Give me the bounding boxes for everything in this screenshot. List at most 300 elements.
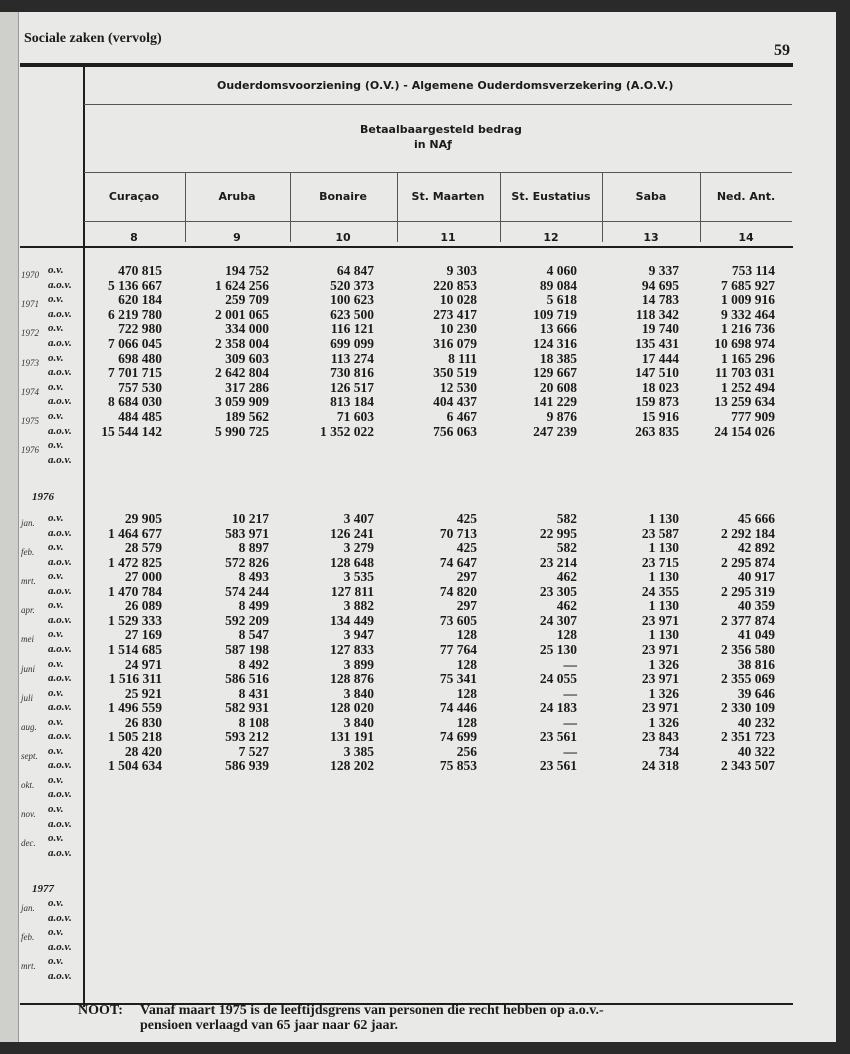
column-number: 12	[543, 231, 559, 244]
type-label-aov: a.o.v.	[48, 911, 72, 924]
table-cell: —	[563, 714, 577, 730]
column-header: Saba	[635, 190, 667, 203]
type-label-ov: o.v.	[48, 439, 64, 452]
type-label-ov: o.v.	[48, 628, 64, 641]
table-cell: 159 873	[635, 394, 679, 410]
table-cell: 141 229	[533, 394, 577, 410]
table-cell: 13 259 634	[714, 394, 775, 410]
period-label: apr.	[21, 605, 35, 616]
period-label: juni	[21, 663, 36, 674]
table-cell: 74 820	[439, 583, 477, 599]
table-cell: 520 373	[330, 277, 374, 293]
table-cell: 14 783	[641, 292, 679, 308]
column-divider	[290, 172, 291, 242]
type-label-ov: o.v.	[48, 686, 64, 699]
period-label: 1973	[21, 357, 39, 368]
period-label: 1970	[21, 270, 39, 280]
table-cell: 3 840	[343, 685, 374, 701]
table-cell: 4 060	[546, 263, 577, 278]
table-cell: 1 472 825	[108, 554, 162, 570]
table-cell: 22 995	[539, 525, 577, 541]
table-cell: 730 816	[330, 365, 374, 381]
table-cell: 3 899	[343, 656, 374, 672]
table-cell: 40 232	[737, 714, 775, 730]
type-label-ov: o.v.	[48, 410, 64, 422]
table-cell: 129 667	[533, 365, 577, 381]
table-cell: 8 684 030	[108, 394, 162, 410]
table-cell: 75 853	[439, 758, 477, 774]
table-cell: 273 417	[433, 306, 477, 322]
period-label: nov.	[21, 809, 36, 819]
table-cell: 27 000	[124, 569, 162, 585]
table-cell: 128	[456, 656, 477, 672]
type-label-aov: a.o.v.	[48, 453, 72, 466]
table-cell: 147 510	[635, 365, 679, 381]
type-label-aov: a.o.v.	[48, 642, 72, 655]
table-cell: 20 608	[539, 379, 577, 395]
type-label-ov: o.v.	[48, 657, 64, 670]
table-cell: 27 169	[124, 627, 162, 643]
table-cell: 73 605	[439, 612, 477, 628]
table-cell: 582	[556, 511, 577, 526]
table-cell: 94 695	[641, 277, 679, 293]
table-cell: 128 020	[330, 700, 374, 716]
table-cell: 70 713	[439, 525, 477, 541]
table-cell: 259 709	[225, 292, 269, 308]
period-label: aug.	[21, 721, 37, 732]
table-subtitle-line2: in NAƒ	[414, 138, 452, 151]
table-cell: 126 517	[330, 379, 374, 395]
table-cell: 8 111	[448, 350, 477, 366]
table-cell: 5 136 667	[108, 277, 162, 293]
table-cell: 309 603	[225, 350, 269, 366]
table-cell: 5 990 725	[215, 423, 269, 439]
table-cell: 10 230	[439, 321, 477, 337]
table-cell: 1 496 559	[108, 700, 162, 716]
table-cell: 10 217	[231, 511, 269, 526]
type-label-ov: o.v.	[48, 322, 64, 335]
type-label-aov: a.o.v.	[48, 613, 72, 626]
table-cell: 41 049	[737, 627, 775, 643]
table-cell: 3 947	[343, 627, 374, 643]
table-cell: 23 214	[539, 554, 577, 570]
table-cell: 74 446	[439, 700, 477, 716]
table-cell: 462	[556, 569, 577, 585]
table-cell: 19 740	[641, 321, 679, 337]
table-cell: 1 529 333	[108, 612, 162, 628]
period-label: jan.	[21, 903, 35, 913]
table-cell: 2 358 004	[215, 336, 269, 351]
table-cell: 24 971	[124, 656, 162, 672]
table-cell: 572 826	[225, 554, 269, 570]
table-cell: 40 917	[737, 569, 775, 585]
table-cell: 1 352 022	[320, 423, 374, 439]
table-cell: 7 527	[238, 743, 269, 759]
table-cell: 128	[456, 685, 477, 701]
type-label-ov: o.v.	[48, 744, 64, 757]
table-cell: 753 114	[731, 263, 775, 278]
table-cell: 134 449	[330, 612, 374, 628]
type-label-ov: o.v.	[48, 773, 64, 786]
table-cell: 1 514 685	[108, 641, 162, 657]
type-label-aov: a.o.v.	[48, 730, 72, 743]
table-cell: 2 355 069	[721, 671, 775, 687]
table-cell: 220 853	[433, 277, 477, 293]
table-cell: 593 212	[225, 729, 269, 745]
table-cell: 74 699	[439, 729, 477, 745]
table-cell: 2 292 184	[721, 525, 775, 541]
table-cell: 23 561	[539, 758, 577, 774]
table-cell: 3 840	[343, 714, 374, 730]
top-rule	[20, 63, 793, 67]
note-line-2: pensioen verlaagd van 65 jaar naar 62 jaar.	[140, 1018, 398, 1033]
table-cell: 1 624 256	[215, 277, 269, 293]
table-title: Ouderdomsvoorziening (O.V.) - Algemene Ouderdomsverzekering (A.O.V.)	[217, 79, 674, 92]
table-cell: 17 444	[641, 350, 679, 366]
type-label-aov: a.o.v.	[48, 424, 72, 437]
table-cell: 1 516 311	[108, 671, 162, 687]
table-cell: 28 579	[124, 540, 162, 556]
type-label-ov: o.v.	[48, 955, 64, 968]
column-number: 11	[440, 231, 456, 244]
table-cell: 24 183	[539, 700, 577, 716]
table-cell: 592 209	[225, 612, 269, 628]
table-cell: 350 519	[433, 365, 477, 381]
table-cell: 9 876	[546, 409, 577, 424]
table-cell: 100 623	[330, 292, 374, 308]
table-cell: 1 470 784	[108, 583, 162, 599]
table-cell: 462	[556, 598, 577, 614]
column-number: 9	[233, 231, 241, 244]
table-cell: 620 184	[118, 292, 162, 308]
table-cell: 24 355	[641, 583, 679, 599]
table-cell: 26 089	[124, 598, 162, 614]
table-cell: 1 130	[648, 540, 679, 556]
table-cell: 2 343 507	[721, 758, 775, 774]
table-cell: 128 876	[330, 671, 374, 687]
column-header: Bonaire	[319, 190, 367, 203]
table-cell: 1 504 634	[108, 758, 162, 774]
period-label: dec.	[21, 838, 36, 849]
table-cell: 23 715	[641, 554, 679, 570]
table-cell: 3 385	[343, 743, 374, 759]
table-cell: 26 830	[124, 714, 162, 730]
column-header: Curaçao	[108, 190, 160, 203]
table-cell: 28 420	[124, 743, 162, 759]
table-cell: 3 882	[343, 598, 374, 614]
period-label: feb.	[21, 932, 35, 943]
table-cell: 194 752	[225, 263, 269, 278]
page-number: 59	[774, 42, 790, 59]
column-header: St. Eustatius	[511, 190, 591, 203]
period-label: 1971	[21, 299, 39, 310]
type-label-ov: o.v.	[48, 351, 64, 364]
period-label: 1975	[21, 416, 39, 426]
column-header: Aruba	[218, 190, 256, 203]
column-number: 8	[130, 231, 138, 244]
table-cell: 45 666	[737, 511, 775, 526]
table-cell: —	[563, 685, 577, 701]
page-binding-edge	[0, 12, 19, 1042]
table-cell: 29 905	[124, 511, 162, 526]
type-label-aov: a.o.v.	[48, 788, 72, 801]
table-cell: 1 165 296	[721, 350, 775, 366]
period-label: mrt.	[21, 576, 36, 587]
type-label-ov: o.v.	[48, 541, 64, 554]
type-label-ov: o.v.	[48, 803, 64, 815]
table-cell: 8 431	[238, 685, 269, 701]
table-cell: 8 499	[238, 598, 269, 614]
table-cell: 23 843	[641, 729, 679, 745]
table-cell: 7 685 927	[721, 277, 775, 293]
subtitle-divider	[84, 172, 792, 173]
type-label-ov: o.v.	[48, 832, 64, 845]
table-cell: 2 642 804	[215, 365, 269, 381]
table-cell: 425	[456, 540, 477, 556]
table-cell: 698 480	[118, 350, 162, 366]
type-label-aov: a.o.v.	[48, 337, 72, 349]
type-label-aov: a.o.v.	[48, 555, 72, 568]
type-label-ov: o.v.	[48, 264, 64, 276]
table-cell: 404 437	[433, 394, 477, 410]
table-cell: 124 316	[533, 336, 577, 351]
table-cell: 128 648	[330, 554, 374, 570]
table-cell: 71 603	[336, 409, 374, 424]
table-cell: 77 764	[439, 641, 477, 657]
table-cell: 5 618	[546, 292, 577, 308]
table-cell: 12 530	[439, 379, 477, 395]
table-cell: 247 239	[533, 423, 577, 439]
period-label: mei	[21, 634, 34, 645]
table-cell: 425	[456, 511, 477, 526]
table-cell: 126 241	[330, 525, 374, 541]
table-cell: 11 703 031	[714, 365, 775, 381]
period-label: 1972	[21, 328, 39, 339]
period-label: juli	[21, 692, 34, 703]
table-cell: 1 009 916	[721, 292, 775, 308]
table-cell: 316 079	[433, 336, 477, 351]
table-cell: 484 485	[118, 409, 162, 424]
table-cell: 623 500	[330, 306, 374, 322]
type-label-aov: a.o.v.	[48, 817, 72, 830]
table-cell: 24 154 026	[714, 423, 775, 439]
table-subtitle-line1: Betaalbaargesteld bedrag	[360, 123, 522, 136]
type-label-aov: a.o.v.	[48, 701, 72, 714]
table-cell: 24 318	[641, 758, 679, 774]
table-cell: 23 971	[641, 671, 679, 687]
year-heading-1976: 1976	[32, 491, 54, 503]
table-cell: 23 587	[641, 525, 679, 541]
table-cell: 2 001 065	[215, 306, 269, 322]
table-cell: 582	[556, 540, 577, 556]
table-cell: 2 356 580	[721, 641, 775, 657]
type-label-aov: a.o.v.	[48, 584, 72, 597]
type-label-aov: a.o.v.	[48, 526, 72, 539]
year-heading-1977: 1977	[32, 883, 54, 895]
table-cell: 1 464 677	[108, 525, 162, 541]
table-cell: 40 322	[737, 743, 775, 759]
table-cell: 2 295 874	[721, 554, 775, 570]
table-cell: 6 219 780	[108, 306, 162, 322]
table-cell: 813 184	[330, 394, 374, 410]
table-cell: 128	[456, 714, 477, 730]
table-cell: 8 493	[238, 569, 269, 585]
type-label-ov: o.v.	[48, 293, 64, 306]
table-cell: 118 342	[635, 306, 679, 322]
table-cell: 734	[658, 743, 679, 759]
table-cell: 9 337	[648, 263, 679, 278]
table-cell: 135 431	[635, 336, 679, 351]
table-cell: 582 931	[225, 700, 269, 716]
table-cell: 297	[456, 569, 477, 585]
table-cell: 109 719	[533, 306, 577, 322]
type-label-aov: a.o.v.	[48, 672, 72, 685]
table-cell: 8 547	[238, 627, 269, 643]
table-cell: 127 833	[330, 641, 374, 657]
type-label-aov: a.o.v.	[48, 278, 72, 291]
table-cell: 583 971	[225, 525, 269, 541]
table-cell: 587 198	[225, 641, 269, 657]
table-cell: 3 535	[343, 569, 374, 585]
column-number: 14	[738, 231, 754, 244]
table-cell: 25 921	[124, 685, 162, 701]
table-cell: 75 341	[439, 671, 477, 687]
table-cell: 6 467	[446, 409, 477, 424]
table-cell: 263 835	[635, 423, 679, 439]
table-cell: 1 130	[648, 598, 679, 614]
table-cell: 89 084	[539, 277, 577, 293]
column-header-divider	[84, 221, 792, 222]
table-cell: 131 191	[330, 729, 374, 745]
type-label-aov: a.o.v.	[48, 759, 72, 772]
table-cell: 2 295 319	[721, 583, 775, 599]
period-label: okt.	[21, 779, 35, 790]
type-label-ov: o.v.	[48, 570, 64, 583]
table-cell: 13 666	[539, 321, 577, 337]
type-label-ov: o.v.	[48, 599, 64, 612]
table-cell: 2 377 874	[721, 612, 775, 628]
period-label: 1976	[21, 445, 39, 456]
table-cell: 128	[556, 627, 577, 643]
table-cell: 74 647	[439, 554, 477, 570]
table-cell: —	[563, 656, 577, 672]
table-cell: 23 561	[539, 729, 577, 745]
table-cell: 1 505 218	[108, 729, 162, 745]
table-cell: 586 516	[225, 671, 269, 687]
table-cell: 127 811	[330, 583, 374, 599]
column-header: St. Maarten	[411, 190, 485, 203]
table-cell: 297	[456, 598, 477, 614]
table-cell: 8 897	[238, 540, 269, 556]
table-cell: 3 279	[343, 540, 374, 556]
table-cell: 15 544 142	[101, 423, 162, 439]
table-cell: 15 916	[641, 409, 679, 424]
table-cell: 2 351 723	[721, 729, 775, 745]
type-label-aov: a.o.v.	[48, 940, 72, 953]
table-cell: 722 980	[118, 321, 162, 337]
type-label-aov: a.o.v.	[48, 970, 72, 982]
table-cell: 699 099	[330, 336, 374, 351]
table-cell: 42 892	[737, 540, 775, 556]
period-label: mrt.	[21, 961, 36, 972]
period-label: feb.	[21, 547, 35, 558]
column-number: 13	[643, 231, 659, 244]
table-cell: 23 971	[641, 700, 679, 716]
table-cell: 128	[456, 627, 477, 643]
table-cell: 8 108	[238, 714, 269, 730]
section-title: Sociale zaken (vervolg)	[24, 31, 162, 46]
table-cell: 189 562	[225, 409, 269, 424]
type-label-ov: o.v.	[48, 512, 64, 524]
table-cell: 9 303	[446, 263, 477, 278]
table-cell: 2 330 109	[721, 700, 775, 716]
table-cell: 777 909	[731, 409, 775, 424]
table-cell: 3 059 909	[215, 394, 269, 410]
table-cell: 38 816	[737, 656, 775, 672]
table-cell: 3 407	[343, 511, 374, 526]
table-cell: —	[563, 743, 577, 759]
table-cell: 10 028	[439, 292, 477, 308]
period-label: sept.	[21, 750, 38, 761]
table-cell: 1 216 736	[721, 321, 775, 337]
table-cell: 586 939	[225, 758, 269, 774]
table-cell: 39 646	[737, 685, 775, 701]
type-label-ov: o.v.	[48, 897, 64, 909]
type-label-ov: o.v.	[48, 380, 64, 393]
table-cell: 1 130	[648, 627, 679, 643]
table-cell: 64 847	[336, 263, 374, 278]
table-cell: 23 971	[641, 612, 679, 628]
table-cell: 40 359	[737, 598, 775, 614]
table-cell: 1 326	[648, 714, 679, 730]
note-label: NOOT:	[78, 1003, 123, 1018]
table-cell: 757 530	[118, 379, 162, 395]
table-cell: 1 130	[648, 511, 679, 526]
type-label-ov: o.v.	[48, 715, 64, 728]
table-cell: 128 202	[330, 758, 374, 774]
table-cell: 24 055	[539, 671, 577, 687]
table-cell: 1 326	[648, 685, 679, 701]
type-label-ov: o.v.	[48, 926, 64, 939]
table-cell: 23 305	[539, 583, 577, 599]
table-cell: 317 286	[225, 379, 269, 395]
table-cell: 23 971	[641, 641, 679, 657]
table-cell: 18 023	[641, 379, 679, 395]
table-cell: 25 130	[539, 641, 577, 657]
type-label-aov: a.o.v.	[48, 366, 72, 379]
table-cell: 9 332 464	[721, 306, 775, 322]
table-cell: 10 698 974	[714, 336, 775, 351]
type-label-aov: a.o.v.	[48, 307, 72, 320]
title-divider	[84, 104, 792, 105]
column-header: Ned. Ant.	[716, 190, 776, 203]
type-label-aov: a.o.v.	[48, 846, 72, 859]
table-cell: 334 000	[225, 321, 269, 337]
note-line-1: Vanaf maart 1975 is de leeftijdsgrens van personen die recht hebben op a.o.v.-	[140, 1003, 604, 1018]
type-label-aov: a.o.v.	[48, 395, 72, 408]
table-cell: 116 121	[330, 321, 374, 337]
table-cell: 1 130	[648, 569, 679, 585]
header-bottom-rule	[20, 246, 793, 248]
column-divider	[185, 172, 186, 242]
table-cell: 756 063	[433, 423, 477, 439]
table-cell: 256	[456, 743, 477, 759]
period-label: jan.	[21, 518, 35, 528]
table-cell: 7 701 715	[108, 365, 162, 381]
table-cell: 113 274	[330, 350, 374, 366]
table-cell: 574 244	[225, 583, 269, 599]
table-cell: 7 066 045	[108, 336, 162, 351]
